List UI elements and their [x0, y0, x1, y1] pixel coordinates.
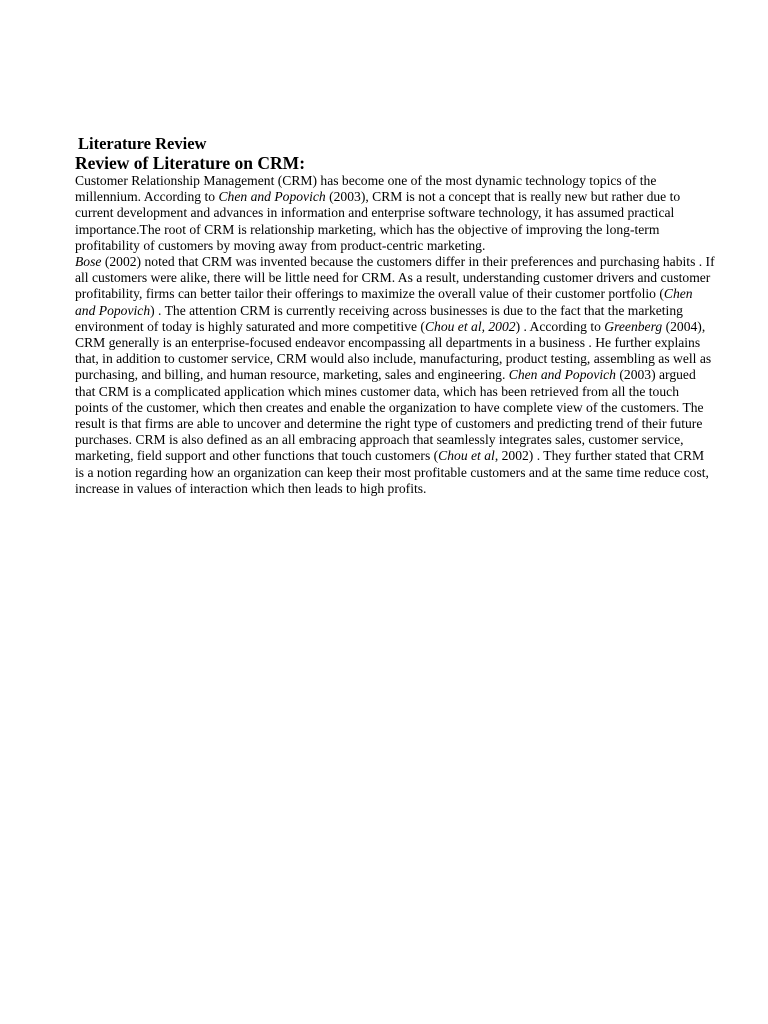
document-content — [75, 134, 715, 497]
citation: Bose — [75, 254, 102, 270]
citation: Greenberg — [604, 318, 663, 334]
paragraph-text: (2003) argued that CRM is a complicated application which mines customer data, which has been retrieved from all the touch points of the customer, which then creates and enable the organization to have complete view of the customers. The result is that firms are able to uncover and determine the right type of customers and predicting trend of their future purchases. CRM is also defined as an all embracing approach that seamlessly integrates sales, customer service, marketing, field support and other functions that touch customers ( — [75, 367, 704, 464]
paragraph-text: ) . According to — [515, 318, 605, 334]
citation: Chou et al, 2002 — [424, 318, 516, 334]
citation: Chou et al — [438, 448, 495, 464]
paragraph-text: Customer Relationship Management (CRM) has become one of the most dynamic technology topics of the millennium. According to — [75, 173, 657, 205]
citation: Chen and Popovich — [218, 189, 326, 205]
paragraph-text: (2002) noted that CRM was invented because the customers differ in their preferences and purchasing habits . If all customers were alike, there will be little need for CRM. As a result, understanding customer drivers and customer profitability, firms can better tailor their offerings to maximize the overall value of their customer portfolio ( — [75, 254, 715, 302]
paragraph-intro — [75, 173, 715, 254]
citation: Chen and Popovich — [508, 367, 616, 383]
section-heading: Review of Literature on CRM: — [75, 153, 306, 173]
paragraph-text: (2004), CRM generally is an enterprise-focused endeavor encompassing all departments in a business . He further explains that, in addition to customer service, CRM would also include, manufacturing, product testing, assembling as well as purchasing, and billing, and human resource, marketing, sales and engineering. — [75, 318, 712, 383]
paragraph-text: ) . The attention CRM is currently receiving across businesses is due to the fact that the marketing environment of today is highly saturated and more competitive ( — [75, 302, 683, 334]
paragraph-body — [75, 254, 715, 497]
citation: Chen and Popovich — [75, 286, 693, 318]
paragraph-text: (2003), CRM is not a concept that is really new but rather due to current development and advances in information and enterprise software technology, it has assumed practical importance.The root of CRM is relationship marketing, which has the objective of improving the long-term profitability of customers by moving away from product-centric marketing. — [75, 189, 681, 253]
page-title: Literature Review — [78, 134, 207, 153]
paragraph-text: , 2002) . They further stated that CRM is a notion regarding how an organization can keep their most profitable customers and at the same time reduce cost, increase in values of interaction which then leads to high profits. — [75, 448, 709, 496]
